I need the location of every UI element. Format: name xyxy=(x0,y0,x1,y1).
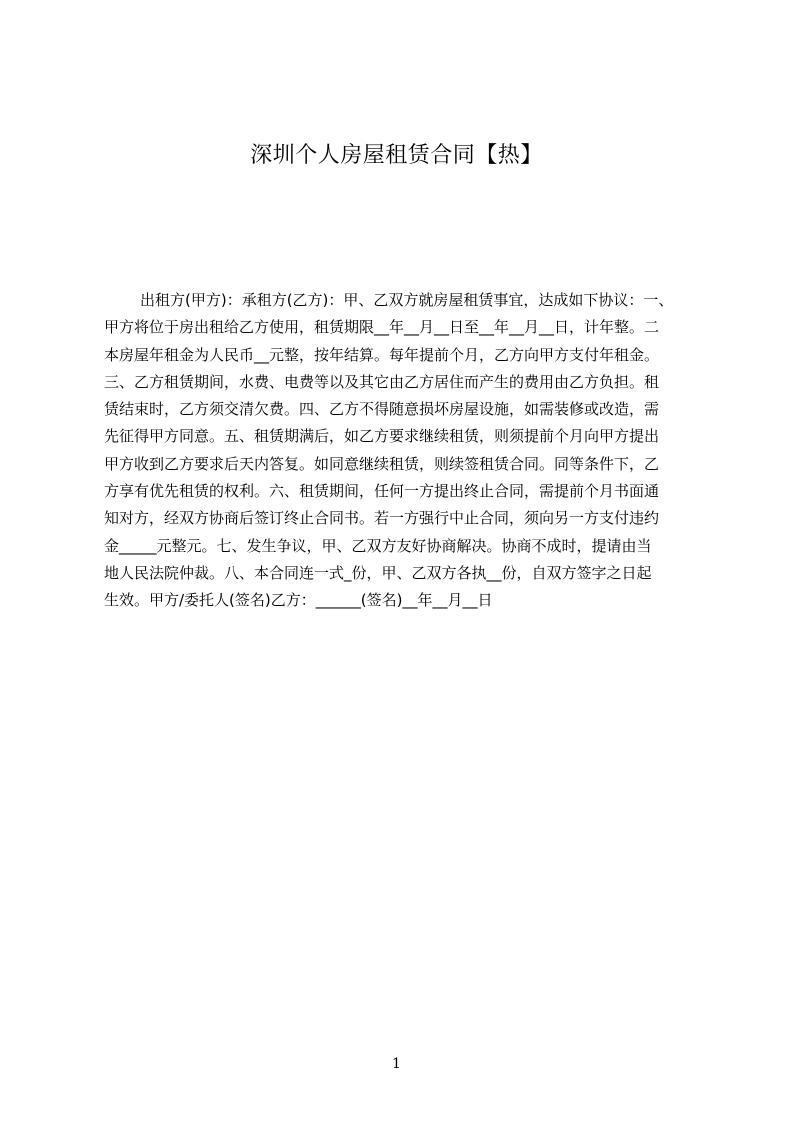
body-line: 先征得甲方同意。五、租赁期满后，如乙方要求继续租赁，则须提前个月向甲方提出 xyxy=(104,427,660,446)
body-line: 金_____元整元。七、发生争议，甲、乙双方友好协商解决。协商不成时，提请由当 xyxy=(104,536,652,555)
body-line: 三、乙方租赁期间，水费、电费等以及其它由乙方居住而产生的费用由乙方负担。租 xyxy=(104,372,660,391)
body-line: 生效。甲方/委托人(签名)乙方：______(签名)__年__月__日 xyxy=(104,591,493,610)
page-number: 1 xyxy=(392,1056,401,1072)
body-line: 出租方(甲方)：承租方(乙方)：甲、乙双方就房屋租赁事宜，达成如下协议：一、 xyxy=(140,291,674,309)
body-line: 赁结束时，乙方须交清欠费。四、乙方不得随意损坏房屋设施，如需装修或改造，需 xyxy=(104,400,660,419)
document-title: 深圳个人房屋租赁合同【热】 xyxy=(250,143,543,168)
body-line: 知对方，经双方协商后签订终止合同书。若一方强行中止合同，须向另一方支付违约 xyxy=(104,509,660,528)
contract-body xyxy=(104,287,704,615)
body-line: 甲方将位于房出租给乙方使用，租赁期限__年__月__日至__年__月__日，计年整。二 xyxy=(104,318,660,337)
body-line: 地人民法院仲裁。八、本合同连一式_份，甲、乙双方各执__份，自双方签字之日起 xyxy=(104,563,652,582)
body-line: 本房屋年租金为人民币__元整，按年结算。每年提前个月，乙方向甲方支付年租金。 xyxy=(104,345,660,364)
body-line: 方享有优先租赁的权利。六、租赁期间，任何一方提出终止合同，需提前个月书面通 xyxy=(104,482,660,501)
body-line: 甲方收到乙方要求后天内答复。如同意继续租赁，则续签租赁合同。同等条件下，乙 xyxy=(104,454,660,473)
